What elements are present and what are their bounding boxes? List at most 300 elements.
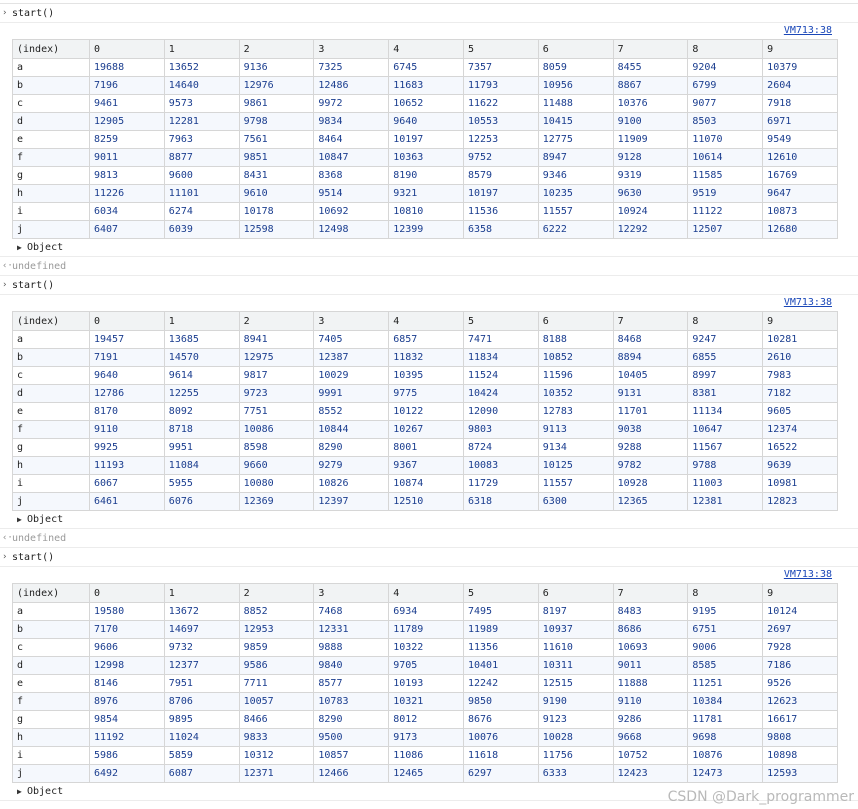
table-cell: 11122	[688, 203, 763, 221]
column-header[interactable]: 9	[763, 584, 838, 603]
table-cell: 10197	[389, 131, 464, 149]
table-cell: 8170	[90, 403, 165, 421]
column-header[interactable]: 8	[688, 40, 763, 59]
column-header[interactable]: 6	[538, 312, 613, 331]
table-cell: 8368	[314, 167, 389, 185]
table-cell: 6333	[538, 765, 613, 783]
table-row	[13, 711, 838, 729]
table-cell: 12281	[164, 113, 239, 131]
column-header[interactable]: 3	[314, 40, 389, 59]
table-cell: 10652	[389, 95, 464, 113]
table-cell: 11524	[463, 367, 538, 385]
table-cell: 10322	[389, 639, 464, 657]
table-cell: 10874	[389, 475, 464, 493]
column-header[interactable]: 9	[763, 40, 838, 59]
source-link[interactable]: VM713:38	[783, 297, 832, 308]
row-index-cell: h	[13, 457, 90, 475]
table-cell: 8259	[90, 131, 165, 149]
table-cell: 9798	[239, 113, 314, 131]
table-row	[13, 167, 838, 185]
table-cell: 12292	[613, 221, 688, 239]
table-cell: 9775	[389, 385, 464, 403]
table-cell: 9660	[239, 457, 314, 475]
table-cell: 6318	[463, 493, 538, 511]
table-cell: 12381	[688, 493, 763, 511]
table-cell: 12515	[538, 675, 613, 693]
table-cell: 8877	[164, 149, 239, 167]
table-cell: 6971	[763, 113, 838, 131]
table-cell: 11585	[688, 167, 763, 185]
table-cell: 7186	[763, 657, 838, 675]
table-cell: 10235	[538, 185, 613, 203]
column-header[interactable]: 6	[538, 584, 613, 603]
table-cell: 10083	[463, 457, 538, 475]
table-cell: 8092	[164, 403, 239, 421]
table-header-row	[13, 40, 838, 59]
table-cell: 10401	[463, 657, 538, 675]
console-command[interactable]: start()	[12, 8, 55, 19]
table-cell: 6358	[463, 221, 538, 239]
console-output-table-group	[0, 567, 858, 801]
column-header[interactable]: 1	[164, 584, 239, 603]
source-link-row	[0, 567, 858, 583]
table-cell: 9972	[314, 95, 389, 113]
source-link[interactable]: VM713:38	[783, 25, 832, 36]
table-cell: 10029	[314, 367, 389, 385]
table-cell: 6039	[164, 221, 239, 239]
table-cell: 8012	[389, 711, 464, 729]
column-header[interactable]: 5	[463, 40, 538, 59]
table-cell: 12510	[389, 493, 464, 511]
table-row	[13, 403, 838, 421]
column-header[interactable]: 7	[613, 584, 688, 603]
table-cell: 10076	[463, 729, 538, 747]
table-cell: 13652	[164, 59, 239, 77]
table-cell: 10847	[314, 149, 389, 167]
table-cell: 11488	[538, 95, 613, 113]
table-cell: 10693	[613, 639, 688, 657]
table-cell: 10124	[763, 603, 838, 621]
table-cell: 8852	[239, 603, 314, 621]
column-header[interactable]: 6	[538, 40, 613, 59]
table-cell: 7918	[763, 95, 838, 113]
table-cell: 9630	[613, 185, 688, 203]
table-cell: 14570	[164, 349, 239, 367]
table-cell: 9461	[90, 95, 165, 113]
column-header[interactable]: 0	[90, 312, 165, 331]
table-cell: 10752	[613, 747, 688, 765]
table-cell: 6076	[164, 493, 239, 511]
table-cell: 12507	[688, 221, 763, 239]
table-cell: 12953	[239, 621, 314, 639]
table-cell: 9288	[613, 439, 688, 457]
table-cell: 12775	[538, 131, 613, 149]
table-cell: 9549	[763, 131, 838, 149]
table-row	[13, 493, 838, 511]
table-cell: 11134	[688, 403, 763, 421]
prompt-chevron-icon: ›	[2, 280, 8, 290]
row-index-cell: d	[13, 113, 90, 131]
table-cell: 9286	[613, 711, 688, 729]
table-cell: 11834	[463, 349, 538, 367]
object-label: Object	[27, 514, 64, 525]
table-row	[13, 457, 838, 475]
table-cell: 9319	[613, 167, 688, 185]
column-header[interactable]: 9	[763, 312, 838, 331]
table-cell: 9367	[389, 457, 464, 475]
column-header[interactable]: 2	[239, 40, 314, 59]
table-cell: 7983	[763, 367, 838, 385]
object-expander[interactable]	[0, 511, 858, 528]
object-label: Object	[27, 786, 64, 797]
console-input-line[interactable]	[0, 4, 858, 23]
column-header[interactable]: 4	[389, 312, 464, 331]
table-cell: 9586	[239, 657, 314, 675]
table-row	[13, 657, 838, 675]
table-cell: 11557	[538, 203, 613, 221]
table-row	[13, 621, 838, 639]
console-input-line[interactable]	[0, 276, 858, 295]
column-header[interactable]: 3	[314, 312, 389, 331]
table-cell: 11793	[463, 77, 538, 95]
table-cell: 11356	[463, 639, 538, 657]
table-cell: 8188	[538, 331, 613, 349]
column-header[interactable]: (index)	[13, 584, 90, 603]
table-cell: 9173	[389, 729, 464, 747]
table-cell: 10122	[389, 403, 464, 421]
table-cell: 12975	[239, 349, 314, 367]
table-cell: 12369	[239, 493, 314, 511]
column-header[interactable]: 2	[239, 312, 314, 331]
table-cell: 10028	[538, 729, 613, 747]
table-cell: 10876	[688, 747, 763, 765]
column-header[interactable]: 7	[613, 312, 688, 331]
column-header[interactable]: 8	[688, 312, 763, 331]
table-cell: 11618	[463, 747, 538, 765]
row-index-cell: a	[13, 59, 90, 77]
table-cell: 8706	[164, 693, 239, 711]
table-cell: 9925	[90, 439, 165, 457]
expand-triangle-icon[interactable]: ▶	[17, 243, 22, 252]
row-index-cell: a	[13, 603, 90, 621]
table-cell: 8598	[239, 439, 314, 457]
table-row	[13, 349, 838, 367]
table-header-row	[13, 312, 838, 331]
table-cell: 11226	[90, 185, 165, 203]
table-cell: 9573	[164, 95, 239, 113]
table-cell: 7182	[763, 385, 838, 403]
table-cell: 9895	[164, 711, 239, 729]
table-cell: 10363	[389, 149, 464, 167]
table-cell: 7471	[463, 331, 538, 349]
row-index-cell: g	[13, 167, 90, 185]
table-cell: 6274	[164, 203, 239, 221]
column-header[interactable]: (index)	[13, 312, 90, 331]
table-cell: 12976	[239, 77, 314, 95]
table-cell: 11610	[538, 639, 613, 657]
table-cell: 9190	[538, 693, 613, 711]
table-cell: 10193	[389, 675, 464, 693]
column-header[interactable]: 1	[164, 312, 239, 331]
table-cell: 10384	[688, 693, 763, 711]
table-cell: 8190	[389, 167, 464, 185]
table-cell: 10898	[763, 747, 838, 765]
table-cell: 5955	[164, 475, 239, 493]
table-cell: 9110	[90, 421, 165, 439]
table-cell: 11070	[688, 131, 763, 149]
table-cell: 8676	[463, 711, 538, 729]
table-cell: 9011	[613, 657, 688, 675]
devtools-console[interactable]	[0, 4, 858, 801]
table-cell: 10692	[314, 203, 389, 221]
table-cell: 9782	[613, 457, 688, 475]
table-cell: 9600	[164, 167, 239, 185]
table-cell: 10321	[389, 693, 464, 711]
table-cell: 5859	[164, 747, 239, 765]
table-cell: 8464	[314, 131, 389, 149]
table-row	[13, 475, 838, 493]
table-cell: 12486	[314, 77, 389, 95]
table-cell: 11909	[613, 131, 688, 149]
table-cell: 10647	[688, 421, 763, 439]
expand-triangle-icon[interactable]: ▶	[17, 787, 22, 796]
column-header[interactable]: 7	[613, 40, 688, 59]
table-cell: 9991	[314, 385, 389, 403]
result-chevron-icon: ‹·	[2, 533, 13, 543]
table-cell: 10057	[239, 693, 314, 711]
table-cell: 9011	[90, 149, 165, 167]
table-cell: 19580	[90, 603, 165, 621]
table-cell: 12387	[314, 349, 389, 367]
row-index-cell: j	[13, 493, 90, 511]
table-cell: 12473	[688, 765, 763, 783]
table-cell: 8455	[613, 59, 688, 77]
table-cell: 10080	[239, 475, 314, 493]
table-cell: 9077	[688, 95, 763, 113]
table-cell: 9640	[389, 113, 464, 131]
table-row	[13, 439, 838, 457]
console-table	[12, 39, 838, 239]
table-cell: 7951	[164, 675, 239, 693]
table-cell: 7170	[90, 621, 165, 639]
table-cell: 5986	[90, 747, 165, 765]
console-command[interactable]: start()	[12, 280, 55, 291]
table-cell: 10852	[538, 349, 613, 367]
table-cell: 12377	[164, 657, 239, 675]
table-cell: 8001	[389, 439, 464, 457]
table-cell: 9100	[613, 113, 688, 131]
object-label: Object	[27, 242, 64, 253]
table-cell: 10267	[389, 421, 464, 439]
table-cell: 10956	[538, 77, 613, 95]
table-cell: 10937	[538, 621, 613, 639]
table-cell: 9861	[239, 95, 314, 113]
console-output-table-group	[0, 295, 858, 529]
table-cell: 8468	[613, 331, 688, 349]
table-cell: 16522	[763, 439, 838, 457]
table-cell: 9859	[239, 639, 314, 657]
table-cell: 11557	[538, 475, 613, 493]
row-index-cell: j	[13, 765, 90, 783]
table-cell: 19457	[90, 331, 165, 349]
table-cell: 10826	[314, 475, 389, 493]
table-cell: 8941	[239, 331, 314, 349]
table-row	[13, 639, 838, 657]
source-link[interactable]: VM713:38	[783, 569, 832, 580]
table-cell: 12242	[463, 675, 538, 693]
row-index-cell: h	[13, 185, 90, 203]
column-header[interactable]: (index)	[13, 40, 90, 59]
table-cell: 8381	[688, 385, 763, 403]
table-cell: 12610	[763, 149, 838, 167]
table-cell: 12598	[239, 221, 314, 239]
table-cell: 12465	[389, 765, 464, 783]
table-cell: 12365	[613, 493, 688, 511]
table-cell: 11622	[463, 95, 538, 113]
table-cell: 9610	[239, 185, 314, 203]
watermark: CSDN @Dark_programmer	[667, 789, 854, 805]
table-cell: 7963	[164, 131, 239, 149]
table-cell: 7325	[314, 59, 389, 77]
table-cell: 9038	[613, 421, 688, 439]
table-cell: 6799	[688, 77, 763, 95]
table-cell: 8686	[613, 621, 688, 639]
table-cell: 9346	[538, 167, 613, 185]
table-cell: 8997	[688, 367, 763, 385]
table-cell: 9110	[613, 693, 688, 711]
console-result-line	[0, 529, 858, 548]
table-cell: 8718	[164, 421, 239, 439]
table-cell: 9833	[239, 729, 314, 747]
table-cell: 12466	[314, 765, 389, 783]
table-cell: 12371	[239, 765, 314, 783]
table-cell: 6300	[538, 493, 613, 511]
console-command[interactable]: start()	[12, 552, 55, 563]
table-cell: 11193	[90, 457, 165, 475]
table-cell: 10178	[239, 203, 314, 221]
table-cell: 9321	[389, 185, 464, 203]
table-row	[13, 331, 838, 349]
console-input-line[interactable]	[0, 548, 858, 567]
table-cell: 12423	[613, 765, 688, 783]
table-cell: 9204	[688, 59, 763, 77]
expand-triangle-icon[interactable]: ▶	[17, 515, 22, 524]
row-index-cell: e	[13, 131, 90, 149]
table-row	[13, 421, 838, 439]
table-cell: 16617	[763, 711, 838, 729]
table-cell: 6407	[90, 221, 165, 239]
table-cell: 9514	[314, 185, 389, 203]
column-header[interactable]: 0	[90, 584, 165, 603]
table-cell: 8724	[463, 439, 538, 457]
column-header[interactable]: 8	[688, 584, 763, 603]
table-cell: 9639	[763, 457, 838, 475]
row-index-cell: e	[13, 675, 90, 693]
column-header[interactable]: 0	[90, 40, 165, 59]
table-cell: 10415	[538, 113, 613, 131]
table-cell: 10424	[463, 385, 538, 403]
table-cell: 6461	[90, 493, 165, 511]
table-cell: 10810	[389, 203, 464, 221]
row-index-cell: b	[13, 77, 90, 95]
table-row	[13, 729, 838, 747]
console-result-line	[0, 257, 858, 276]
table-cell: 9668	[613, 729, 688, 747]
table-cell: 8947	[538, 149, 613, 167]
table-cell: 11729	[463, 475, 538, 493]
table-cell: 8976	[90, 693, 165, 711]
table-cell: 10928	[613, 475, 688, 493]
table-cell: 7357	[463, 59, 538, 77]
table-cell: 10312	[239, 747, 314, 765]
table-cell: 9803	[463, 421, 538, 439]
row-index-cell: g	[13, 711, 90, 729]
table-cell: 6087	[164, 765, 239, 783]
table-cell: 12783	[538, 403, 613, 421]
table-cell: 9128	[613, 149, 688, 167]
table-cell: 12090	[463, 403, 538, 421]
console-table	[12, 311, 838, 511]
table-cell: 19688	[90, 59, 165, 77]
column-header[interactable]: 3	[314, 584, 389, 603]
object-expander[interactable]	[0, 239, 858, 256]
table-row	[13, 603, 838, 621]
table-header-row	[13, 584, 838, 603]
console-output-table-group	[0, 23, 858, 257]
column-header[interactable]: 4	[389, 584, 464, 603]
column-header[interactable]: 5	[463, 584, 538, 603]
table-row	[13, 203, 838, 221]
table-cell: 12680	[763, 221, 838, 239]
table-cell: 7561	[239, 131, 314, 149]
table-cell: 8290	[314, 439, 389, 457]
table-cell: 11789	[389, 621, 464, 639]
table-cell: 6067	[90, 475, 165, 493]
table-cell: 9851	[239, 149, 314, 167]
table-cell: 6934	[389, 603, 464, 621]
table-cell: 9123	[538, 711, 613, 729]
table-cell: 2697	[763, 621, 838, 639]
table-cell: 9279	[314, 457, 389, 475]
table-row	[13, 149, 838, 167]
table-cell: 9813	[90, 167, 165, 185]
table-row	[13, 77, 838, 95]
table-cell: 14640	[164, 77, 239, 95]
column-header[interactable]: 1	[164, 40, 239, 59]
table-cell: 8867	[613, 77, 688, 95]
table-cell: 10125	[538, 457, 613, 475]
row-index-cell: c	[13, 95, 90, 113]
table-cell: 9732	[164, 639, 239, 657]
table-cell: 9854	[90, 711, 165, 729]
table-cell: 6034	[90, 203, 165, 221]
row-index-cell: h	[13, 729, 90, 747]
table-cell: 13685	[164, 331, 239, 349]
table-cell: 12374	[763, 421, 838, 439]
table-cell: 11086	[389, 747, 464, 765]
table-cell: 11888	[613, 675, 688, 693]
table-cell: 9808	[763, 729, 838, 747]
table-cell: 9850	[463, 693, 538, 711]
table-cell: 8503	[688, 113, 763, 131]
column-header[interactable]: 4	[389, 40, 464, 59]
column-header[interactable]: 2	[239, 584, 314, 603]
table-cell: 12498	[314, 221, 389, 239]
table-cell: 2610	[763, 349, 838, 367]
table-cell: 11756	[538, 747, 613, 765]
prompt-chevron-icon: ›	[2, 552, 8, 562]
column-header[interactable]: 5	[463, 312, 538, 331]
